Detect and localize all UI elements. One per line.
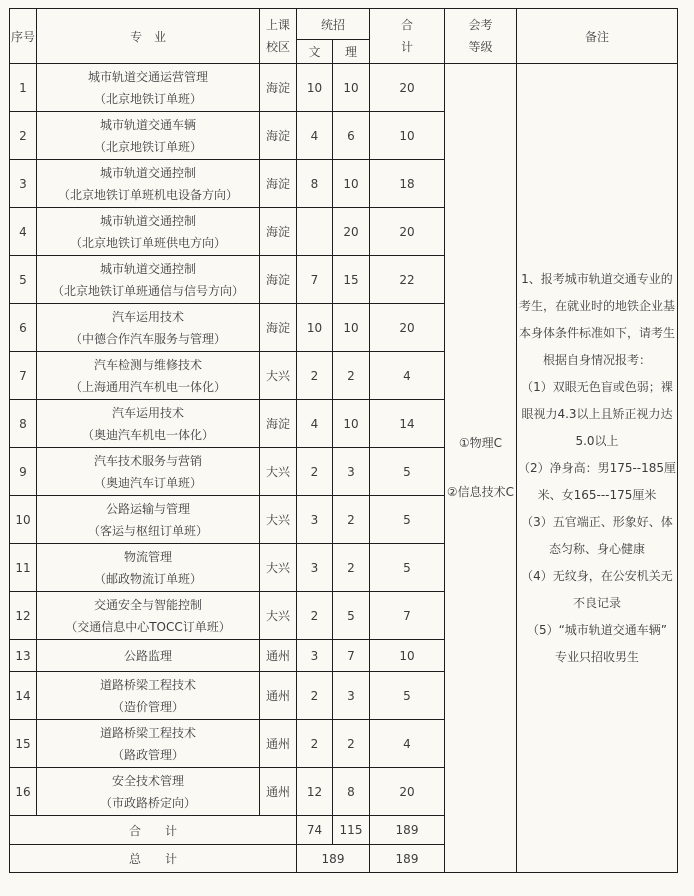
cell-wen: 2 xyxy=(297,592,333,640)
remark-line: （3）五官端正、形象好、体 xyxy=(521,514,673,529)
cell-li: 10 xyxy=(333,64,370,112)
major-name: 道路桥梁工程技术 xyxy=(99,677,196,692)
cell-total: 20 xyxy=(370,64,445,112)
cell-total: 7 xyxy=(370,592,445,640)
remark-line: 米、女165---175厘米 xyxy=(537,487,657,502)
major-name: 城市轨道交通控制 xyxy=(99,213,196,228)
major-name: 城市轨道交通运营管理 xyxy=(87,69,208,84)
cell-major xyxy=(37,496,260,544)
cell-wen: 2 xyxy=(297,720,333,768)
major-subtitle: （交通信息中心TOCC订单班） xyxy=(65,619,231,634)
cell-seq: 8 xyxy=(10,400,37,448)
cell-li: 2 xyxy=(333,544,370,592)
cell-major xyxy=(37,448,260,496)
cell-wen: 8 xyxy=(297,160,333,208)
major-subtitle: （北京地铁订单班） xyxy=(93,91,202,106)
major-name: 安全技术管理 xyxy=(111,773,184,788)
cell-campus: 海淀 xyxy=(260,256,297,304)
cell-major xyxy=(37,304,260,352)
major-subtitle: （北京地铁订单班） xyxy=(93,139,202,154)
grandtotal-label: 总 计 xyxy=(10,845,297,873)
cell-campus: 大兴 xyxy=(260,592,297,640)
remark-line: 本身体条件标准如下，请考生 xyxy=(518,325,675,340)
remarks-cell xyxy=(517,64,678,873)
subtotal-label: 合 计 xyxy=(10,816,297,845)
cell-major xyxy=(37,352,260,400)
major-name: 公路监理 xyxy=(123,648,172,663)
cell-total: 20 xyxy=(370,208,445,256)
cell-major xyxy=(37,400,260,448)
cell-wen: 2 xyxy=(297,352,333,400)
cell-campus: 海淀 xyxy=(260,160,297,208)
cell-wen: 12 xyxy=(297,768,333,816)
cell-total: 10 xyxy=(370,640,445,672)
cell-campus: 大兴 xyxy=(260,448,297,496)
cell-major xyxy=(37,592,260,640)
major-subtitle: （客运与枢纽订单班） xyxy=(87,523,208,538)
cell-major xyxy=(37,64,260,112)
major-subtitle: （邮政物流订单班） xyxy=(93,571,202,586)
cell-li: 10 xyxy=(333,400,370,448)
header-seq: 序号 xyxy=(10,9,37,64)
cell-campus: 海淀 xyxy=(260,400,297,448)
major-subtitle: （中德合作汽车服务与管理） xyxy=(69,331,226,346)
cell-campus: 通州 xyxy=(260,720,297,768)
major-subtitle: （奥迪汽车机电一体化） xyxy=(81,427,214,442)
cell-seq: 12 xyxy=(10,592,37,640)
remark-line: 考生，在就业时的地铁企业基 xyxy=(518,298,675,313)
remark-line: （5）“城市轨道交通车辆” xyxy=(526,622,668,637)
major-name: 城市轨道交通控制 xyxy=(99,165,196,180)
major-subtitle: （市政路桥定向） xyxy=(99,795,196,810)
cell-seq: 16 xyxy=(10,768,37,816)
header-wen: 文 xyxy=(297,40,333,64)
cell-li: 2 xyxy=(333,720,370,768)
major-name: 城市轨道交通控制 xyxy=(99,261,196,276)
header-total xyxy=(370,9,445,64)
cell-seq: 6 xyxy=(10,304,37,352)
cell-total: 5 xyxy=(370,496,445,544)
header-exam-line2: 等级 xyxy=(468,40,493,54)
header-major: 专 业 xyxy=(37,9,260,64)
subtotal-total: 189 xyxy=(370,816,445,845)
remark-line: 1、报考城市轨道交通专业的 xyxy=(521,271,673,286)
cell-wen: 3 xyxy=(297,496,333,544)
cell-total: 5 xyxy=(370,448,445,496)
cell-seq: 7 xyxy=(10,352,37,400)
cell-wen: 2 xyxy=(297,672,333,720)
cell-li: 2 xyxy=(333,352,370,400)
cell-li: 10 xyxy=(333,304,370,352)
cell-seq: 3 xyxy=(10,160,37,208)
cell-major xyxy=(37,256,260,304)
cell-total: 5 xyxy=(370,672,445,720)
cell-total: 18 xyxy=(370,160,445,208)
major-subtitle: （路政管理） xyxy=(111,747,184,762)
major-name: 交通安全与智能控制 xyxy=(93,597,202,612)
header-total-line1: 合 xyxy=(400,18,413,32)
exam-level-cell xyxy=(445,64,517,873)
major-subtitle: （北京地铁订单班通信与信号方向） xyxy=(51,283,244,298)
cell-li: 8 xyxy=(333,768,370,816)
header-exam-level xyxy=(445,9,517,64)
cell-campus: 大兴 xyxy=(260,496,297,544)
remark-line: （1）双眼无色盲或色弱；裸 xyxy=(521,379,673,394)
remark-line: 专业只招收男生 xyxy=(554,649,639,664)
major-subtitle: （造价管理） xyxy=(111,699,184,714)
cell-campus: 大兴 xyxy=(260,544,297,592)
header-campus xyxy=(260,9,297,64)
cell-wen: 7 xyxy=(297,256,333,304)
cell-li: 2 xyxy=(333,496,370,544)
remark-line: 5.0以上 xyxy=(575,433,619,448)
cell-total: 22 xyxy=(370,256,445,304)
major-name: 物流管理 xyxy=(123,549,172,564)
cell-wen: 10 xyxy=(297,64,333,112)
cell-total: 10 xyxy=(370,112,445,160)
cell-wen: 10 xyxy=(297,304,333,352)
cell-seq: 9 xyxy=(10,448,37,496)
cell-campus: 通州 xyxy=(260,640,297,672)
cell-wen: 3 xyxy=(297,640,333,672)
major-name: 汽车运用技术 xyxy=(111,405,184,420)
header-exam-line1: 会考 xyxy=(468,18,493,32)
cell-total: 20 xyxy=(370,768,445,816)
header-tongzhao: 统招 xyxy=(297,9,370,40)
header-total-line2: 计 xyxy=(400,40,413,54)
enrollment-table xyxy=(9,8,678,873)
cell-campus: 海淀 xyxy=(260,304,297,352)
major-subtitle: （奥迪汽车订单班） xyxy=(93,475,202,490)
major-name: 汽车技术服务与营销 xyxy=(93,453,202,468)
cell-li: 6 xyxy=(333,112,370,160)
cell-seq: 4 xyxy=(10,208,37,256)
cell-major xyxy=(37,208,260,256)
header-campus-line1: 上课 xyxy=(265,18,290,32)
remark-line: （2）净身高：男175--185厘 xyxy=(517,460,677,475)
cell-seq: 5 xyxy=(10,256,37,304)
cell-major xyxy=(37,720,260,768)
remark-line: 不良记录 xyxy=(572,595,621,610)
header-li: 理 xyxy=(333,40,370,64)
major-name: 汽车运用技术 xyxy=(111,309,184,324)
cell-total: 4 xyxy=(370,720,445,768)
cell-seq: 1 xyxy=(10,64,37,112)
remark-line: 态匀称、身心健康 xyxy=(548,541,645,556)
cell-li: 3 xyxy=(333,672,370,720)
cell-total: 4 xyxy=(370,352,445,400)
cell-total: 20 xyxy=(370,304,445,352)
cell-li: 5 xyxy=(333,592,370,640)
cell-major xyxy=(37,544,260,592)
cell-li: 3 xyxy=(333,448,370,496)
major-subtitle: （北京地铁订单班机电设备方向） xyxy=(57,187,238,202)
major-name: 道路桥梁工程技术 xyxy=(99,725,196,740)
exam-level-2: ②信息技术C xyxy=(446,485,515,499)
cell-major xyxy=(37,672,260,720)
cell-major xyxy=(37,160,260,208)
cell-campus: 大兴 xyxy=(260,352,297,400)
cell-major xyxy=(37,768,260,816)
cell-total: 14 xyxy=(370,400,445,448)
cell-seq: 15 xyxy=(10,720,37,768)
major-name: 汽车检测与维修技术 xyxy=(93,357,202,372)
cell-li: 15 xyxy=(333,256,370,304)
cell-wen: 4 xyxy=(297,400,333,448)
header-remarks: 备注 xyxy=(517,9,678,64)
remark-line: （4）无纹身，在公安机关无 xyxy=(521,568,673,583)
cell-wen: 2 xyxy=(297,448,333,496)
cell-seq: 14 xyxy=(10,672,37,720)
cell-li: 7 xyxy=(333,640,370,672)
major-name: 城市轨道交通车辆 xyxy=(99,117,196,132)
cell-major xyxy=(37,640,260,672)
subtotal-li: 115 xyxy=(333,816,370,845)
remark-line: 眼视力4.3以上且矫正视力达 xyxy=(521,406,673,421)
cell-seq: 13 xyxy=(10,640,37,672)
cell-seq: 11 xyxy=(10,544,37,592)
cell-campus: 海淀 xyxy=(260,112,297,160)
cell-wen: 4 xyxy=(297,112,333,160)
cell-campus: 通州 xyxy=(260,672,297,720)
cell-total: 5 xyxy=(370,544,445,592)
cell-wen xyxy=(297,208,333,256)
major-subtitle: （上海通用汽车机电一体化） xyxy=(69,379,226,394)
cell-seq: 10 xyxy=(10,496,37,544)
cell-campus: 海淀 xyxy=(260,208,297,256)
remark-line: 根据自身情况报考： xyxy=(542,352,651,367)
cell-li: 20 xyxy=(333,208,370,256)
table-row xyxy=(10,64,678,112)
cell-wen: 3 xyxy=(297,544,333,592)
exam-level-1: ①物理C xyxy=(458,436,503,450)
subtotal-wen: 74 xyxy=(297,816,333,845)
cell-major xyxy=(37,112,260,160)
grandtotal-tongzhao: 189 xyxy=(297,845,370,873)
cell-seq: 2 xyxy=(10,112,37,160)
major-name: 公路运输与管理 xyxy=(105,501,190,516)
cell-campus: 通州 xyxy=(260,768,297,816)
cell-campus: 海淀 xyxy=(260,64,297,112)
header-campus-line2: 校区 xyxy=(265,40,290,54)
grandtotal-total: 189 xyxy=(370,845,445,873)
major-subtitle: （北京地铁订单班供电方向） xyxy=(69,235,226,250)
cell-li: 10 xyxy=(333,160,370,208)
